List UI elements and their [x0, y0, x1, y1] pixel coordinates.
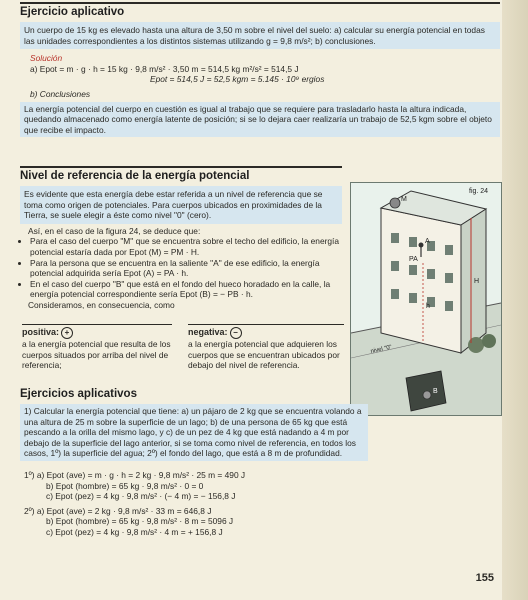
page-edge	[502, 0, 528, 600]
label-big-h: H	[474, 278, 480, 285]
section-title: Ejercicio aplicativo	[20, 2, 500, 18]
negative-text: a la energía potencial que adquieren los cuerpos que se encuentran ubicados por debajo del nivel de referencia.	[188, 339, 340, 371]
solution-label: Solución	[30, 53, 63, 64]
formula-a: a) Epot = m · g · h = 15 kg · 9,8 m/s² · 3,50 m = 514,5 kg m²/s² = 514,5 J	[30, 63, 299, 74]
negative-head	[188, 324, 344, 339]
section-title: Ejercicios aplicativos	[20, 388, 137, 400]
page-number: 155	[475, 572, 494, 584]
intro-text: Es evidente que esta energía debe estar referida a un nivel de referencia que se toma como origen de potenciales. Para cuerpos ubicados en proximidades de la Tierra, se suele elegir a éste como nivel "0" (cero).	[24, 189, 323, 221]
result-2a: 2º) a) Epot (ave) = 2 kg · 9,8 m/s² · 33 m = 646,8 J	[24, 505, 212, 516]
label-m: M	[401, 196, 407, 203]
positive-text: a la energía potencial que resulta de los cuerpos situados por arriba del nivel de referencia;	[22, 339, 171, 371]
statement-box	[20, 22, 500, 49]
building-illustration	[351, 183, 501, 415]
conclusions-box	[20, 102, 500, 138]
list-item: • En el caso del cuerpo "B" que está en el fondo del hueco horadado en la calle, la energía potencial correspondiente sería Epot (B) = − PB · h.	[30, 279, 342, 300]
figure-24	[350, 182, 502, 416]
result-1b: b) Epot (hombre) = 65 kg · 9,8 m/s² · 0 = 0	[46, 480, 204, 491]
positive-label: positiva:	[22, 327, 60, 337]
minus-icon: −	[230, 327, 242, 339]
bullet-list	[20, 236, 342, 300]
conclusions-text: La energía potencial del cuerpo en cuestión es igual al trabajo que se requiere para trasladarlo hasta la altura indicada, quedando almacenado como energía latente de posición; si se lo dejara caer realizaría un trabajo de 52,5 kgm sobre el objeto que recibe el impacto.	[24, 103, 492, 135]
plus-icon: +	[61, 327, 73, 339]
conclusions-label: b) Conclusiones	[30, 88, 91, 99]
list-item: • Para el caso del cuerpo "M" que se encuentra sobre el techo del edificio, la energía potencial estaría dada por Epot (M) = PM · H.	[30, 236, 342, 257]
section-title: Nivel de referencia de la energía potencial	[20, 166, 342, 182]
section-reference-level	[20, 166, 342, 311]
exercise-statement-box	[20, 404, 368, 461]
section-exercises	[20, 386, 342, 400]
label-level: nivel "0"	[370, 344, 393, 355]
positive-head	[22, 324, 172, 339]
paragraph: Así, en el caso de la figura 24, se deduce que:	[28, 225, 201, 236]
label-h: h	[426, 303, 430, 310]
label-b: B	[433, 388, 438, 395]
label-a: A	[425, 238, 430, 245]
label-pa: PA	[409, 256, 418, 263]
exercise-statement: 1) Calcular la energía potencial que tiene: a) un pájaro de 2 kg que se encuentra volando a una altura de 25 m sobre la superficie de un lago; b) de una persona de 65 kg que está pescando a la orilla del mismo lago, y c) de un pez de 4 kg que está nadando a 4 m por debajo de la superficie del lago anterior, si se toma como nivel de referencia, en todos los casos, 1º) la superficie del agua; 2º) el fondo del lago, que está a 8 m de profundidad.	[24, 406, 362, 459]
negative-label: negativa:	[188, 327, 228, 337]
intro-box	[20, 186, 342, 224]
positive-definition	[22, 324, 172, 371]
figure-label: fig. 24	[469, 188, 489, 195]
result-1a: 1º) a) Epot (ave) = m · g · h = 2 kg · 9,8 m/s² · 25 m = 490 J	[24, 470, 246, 480]
list-item: • Para la persona que se encuentra en la saliente "A" de ese edificio, la energía potencial adquirida sería Epot (A) = PA · h.	[30, 258, 342, 279]
paragraph: Consideramos, en consecuencia, como	[28, 299, 175, 310]
formula-a2: Epot = 514,5 J = 52,5 kgm = 5.145 · 10⁹ ergios	[150, 74, 325, 85]
section-applied-exercise	[20, 2, 500, 137]
result-1c: c) Epot (pez) = 4 kg · 9,8 m/s² · (− 4 m) = − 156,8 J	[46, 491, 236, 502]
negative-definition	[188, 324, 344, 371]
result-2c: c) Epot (pez) = 4 kg · 9,8 m/s² · 4 m = + 156,8 J	[46, 526, 223, 537]
statement-text: Un cuerpo de 15 kg es elevado hasta una altura de 3,50 m sobre el nivel del suelo: a) calcular su energía potencial en todas las unidades correspondientes a los distintos sistemas utilizando g = 9,8 m/s²; b) conclusiones.	[24, 25, 485, 46]
result-2b: b) Epot (hombre) = 65 kg · 9,8 m/s² · 8 m = 5096 J	[46, 516, 234, 527]
results	[24, 470, 504, 538]
